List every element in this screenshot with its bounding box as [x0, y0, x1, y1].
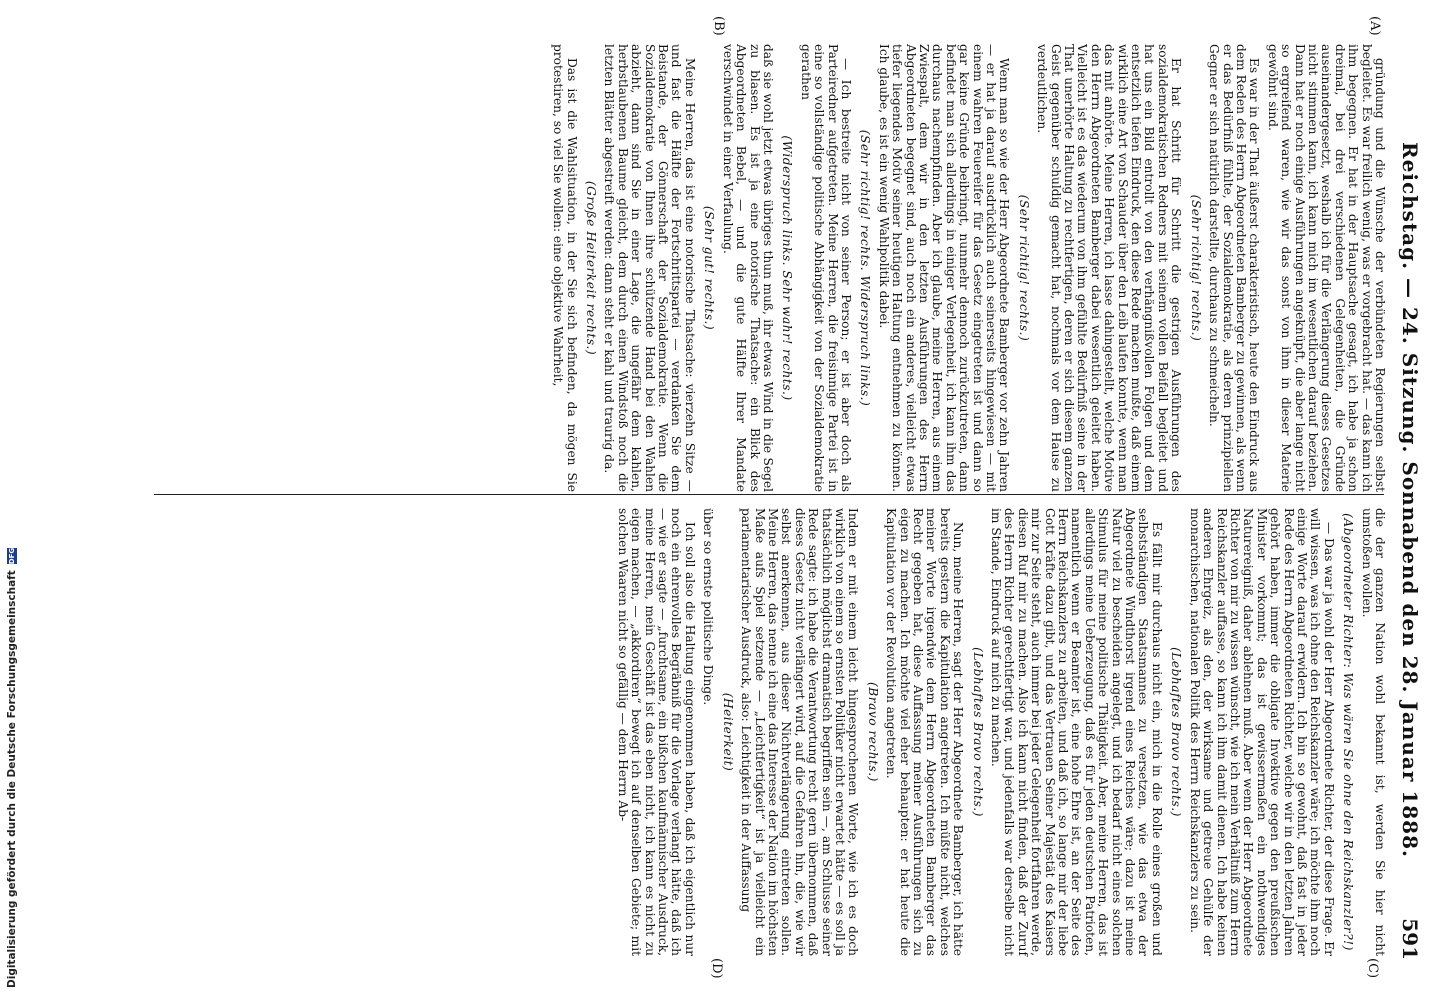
paragraph: Es fällt mir durchaus nicht ein, mich in die Rolle eines großen und selbstständigen Staatsmannes zu versetzen, wie das etwa der Abgeordnete Windthorst irgend eines Reiches wäre; dazu ist meine Natur viel zu bescheiden angelegt, und ich bedarf nicht eines solchen Stimulus für meine politische Thätigkeit. Aber, meine Herren, das ist allerdings meine Ueberzeugung, daß es für jeden deutschen Patrioten, namentlich wenn er Beamter ist, eine hohe Ehre ist, an der Seite des Herrn Reichskanzlers zu arbeiten, und daß ich, so lange mir der liebe Gott Kräfte dazu gibt, und das Vertrauen Seiner Majestät des Kaisers mir zur Seite steht, auch immer bei jeder Gelegenheit fortfahren werde, diesen Ruf mir zu machen. Also ich kann nicht finden, daß der Zuruf des Herrn Richter gerechtfertigt war, und jedenfalls war derselbe nicht im Stande, Eindruck auf mich zu machen.	[989, 508, 1164, 956]
paragraph: Indem er mit einem leicht hingesprochenen Worte, wie ich es doch wirklich von einem so ernsten Politiker nicht erwartet hätte — es soll ja thatsächlich möglichst dramatisch begriffen sein —, am Schlusse seiner Rede sagte: ich habe die Verantwortung recht gern übernommen, daß dieses Gesetz nicht verlängert wird, auf die Gefahren hin, die, wie wir selbst anerkennen, aus dieser Nichtverlängerung eintreten sollen. Meine Herren, das nenne ich eine das Interesse der Nation im höchsten Maße aufs Spiel setzende — „Leichtfertigkeit“ ist ja vielleicht ein parlamentarischer Ausdruck, also: Leichtigkeit in der Auffassung	[739, 508, 861, 956]
reaction-note: (Sehr richtig! rechts.)	[1016, 194, 1031, 342]
reaction-note: (Sehr richtig! rechts. Widerspruch links.)	[858, 129, 873, 407]
margin-mark-b: (B)	[711, 16, 726, 36]
right-column	[610, 508, 1386, 956]
reaction-note: (Große Heiterkeit rechts.)	[584, 180, 599, 356]
paragraph: Er hat Schritt für Schritt die gestrigen Ausführungen des sozialdemokratischen Redners mit seinem vollen Beifall begleitet und hat uns ein Bild entrollt von den verhängnißvollen Folgen und dem entsetzlich tiefen Eindruck, den diese Rede machen mußte, daß einem wirklich eine Art von Schauder über den Leib laufen konnte, wenn man das mit anhörte. Meine Herren, ich lasse dahingestellt, welche Motive den Herrn Abgeordneten Bamberger dabei wesentlich geleitet haben. Vielleicht ist es das wiederum von ihm gefühlte Bedürfniß seine in der That unerhörte Haltung zu rechtfertigen, deren er sich diesem ganzen Geist gegenüber schuldig gemacht hat, nochmals vor dem Hause zu verdeutlichen.	[1035, 44, 1184, 492]
column-divider	[154, 494, 1384, 495]
margin-mark-a: (A)	[1367, 16, 1382, 36]
paragraph: Wenn man so wie der Herr Abgeordnete Bamberger vor zehn Jahren — er hat ja darauf ausdrücklich auch seinerseits hingewiesen — mit einem wahren Feuereifer für das Gesetz eingetreten ist und dann so gar keine Gründe beibringt, nunmehr dennoch zurückzutreten, dann befindet man sich allerdings in einiger Verlegenheit, ich kann ihm das durchaus nachempfinden. Aber ich glaube, meine Herren, aus einem Zwiespalt, dem wir in den letzten Ausführungen des Herrn Abgeordneten begegnet sind, auch noch ein anderes, vielleicht etwas tiefer liegendes Motiv seiner heutigen Haltung entnehmen zu können. Ich glaube, es ist ein wenig Wahlpolitik dabei.	[876, 44, 1012, 492]
paragraph: Meine Herren, das ist eine notorische Thatsache: vierzehn Sitze — und fast die Hälfte der Fortschrittspartei — verdanken Sie dem Beistande, der Gönnerschaft der Sozialdemokratie. Wenn die Sozialdemokratie von Ihnen ihre schützende Hand bei den Wahlen abzieht, dann sind Sie in einer Lage, die ungefähr dem kahlen, herbstlaubenen Baume gleicht, dem durch einen Windstoß noch die letzten Blätter abgestreift werden: dann steht er kahl und traurig da.	[602, 44, 697, 492]
reaction-note: (Lebhaftes Bravo rechts.)	[970, 647, 985, 817]
paragraph: über so ernste politische Dinge.	[701, 508, 716, 706]
paragraph: Ich soll also die Haltung eingenommen haben, daß ich eigentlich nur noch ein ehrenvolles Begräbniß für die Vorlage verlangt hätte, daß ich — wie er sagte — „furchtsame, ein bißchen kaufmännischer Ausdruck, meine Herren, mein Geschäft ist das eben nicht, ich kann es nicht zu eigen machen, — „akkordiren“ bewegt ich auf denselben Gebiete; mit solchen Waaren nicht so gefällig — dem Herrn Ab-	[615, 508, 697, 956]
paragraph: die der ganzen Nation wohl bekannt ist, werden Sie hier nicht umstoßen wollen.	[1359, 508, 1387, 956]
reaction-note: (Heiterkeit)	[720, 692, 735, 772]
paragraph: — Ich bestreite nicht von seiner Person; er ist aber doch als Parteiredner aufgetreten. Meine Herren, die freisinnige Partei ist in eine so vollständige politische Abhängigkeit von der Sozialdemokratie gerathen	[798, 44, 853, 492]
paragraph: Das ist die Wahlsituation, in der Sie sich befinden, da mögen Sie protestiren, so viel Sie wollen: eine objektive Wahrheit,	[551, 44, 579, 492]
paragraph: Es war in der That äußerst charakteristisch, heute den Eindruck aus dem Reden des Herrn Abgeordneten Bamberger zu gewinnen, als wenn er das Bedürfniß fühlte, der Sozialdemokratie, als deren prinzipiellen Gegner er sich natürlich darstellte, durchaus zu schmeicheln.	[1207, 44, 1262, 492]
paragraph: daß sie wohl jetzt etwas übriges thun muß, ihr etwas Wind in die Segel zu blasen. Es ist ja eine notorische Thatsache: ein Blick des Abgeordneten Bebel, — und die gute Hälfte Ihrer Mandate verschwindet in einer Verfaulung.	[720, 44, 775, 492]
reaction-note: (Sehr gut! rechts.)	[702, 205, 717, 331]
reaction-note: (Widerspruch links. Sehr wahr! rechts.)	[780, 135, 795, 401]
page-number: 591	[1398, 918, 1422, 960]
margin-mark-c: (C)	[1365, 958, 1380, 979]
dfg-logo: DFG	[8, 547, 16, 565]
footer-text: Digitalisierung gefördert durch die Deutsche Forschungsgemeinschaft	[6, 570, 18, 988]
paragraph: gründung und die Wünsche der verbündeten Regierungen selbst begleitet. Es war freilich wenig, was er vorgebracht hat. — das kann ich ihm begegnen. Er hat in der Hauptsache gesagt, ich habe ja schon dreimal, bei drei verschiedenen Gelegenheiten, die Gründe auseinandergesetzt, weshalb ich für die Verlängerung dieses Gesetzes nicht stimmen kann, ich kann mich im wesentlichen darauf beziehen. Dann hat er noch einige Ausführungen angeknüpft, die aber lange nicht so ergreifend waren, wie wir das sonst von ihm in dieser Materie gewöhnt sind.	[1265, 44, 1387, 492]
paragraph: Nun, meine Herren, sagt der Herr Abgeordnete Bamberger, ich hätte bereits gestern die Kapitulation angetreten. Ich müßte nicht, welches meiner Worte irgendwie dem Herrn Abgeordneten Bamberger das Recht gegeben hat, diese Auffassung meiner Ausführungen sich zu eigen zu machen. Ich möchte viel eher behaupten: er hat heute die Kapitulation vor der Revolution angetreten.	[884, 508, 966, 956]
footer-strip	[0, 0, 24, 1000]
reaction-note: (Abgeordneter Richter: Was wären Sie ohne den Reichskanzler?!)	[1341, 513, 1356, 951]
margin-mark-d: (D)	[709, 958, 724, 979]
running-header	[1392, 40, 1426, 960]
page-content	[132, 0, 1432, 1000]
reaction-note: (Sehr richtig! rechts.)	[1188, 194, 1203, 342]
reaction-note: (Bravo rechts.)	[865, 682, 880, 782]
left-column	[546, 44, 1386, 492]
reaction-note: (Lebhaftes Bravo rechts.)	[1169, 647, 1184, 817]
header-title: Reichstag. — 24. Sitzung. Sonnabend den 28. Januar 1888.	[1398, 142, 1422, 858]
paragraph: — Das war ja wohl der Herr Abgeordnete Richter, der diese Frage. Er will wissen, was ich ohne den Reichskanzler wäre; ich möchte ihm noch einige Worte darauf erwidern. Ich bin so gewohnt, daß fast in jeder Rede des Herrn Abgeordneten Richter, welche wir in den letzten Jahren gehört haben, immer die obligate Invektive gegen den preußischen Minister vorkommt; das ist gewissermaßen ein nothwendiges Naturereigniß, daher ablehnen muß. Aber wenn der Herr Abgeordnete Richter von mir zu wissen wünscht, wie ich mein Verhältniß zum Herrn Reichskanzler auffasse, so kann ich ihm damit dienen. Ich habe keinen anderen Ehrgeiz, als den, der wirksame und getreue Gehülfe der monarchischen, nationalen Politik des Herrn Reichskanzlers zu sein.	[1187, 508, 1336, 956]
